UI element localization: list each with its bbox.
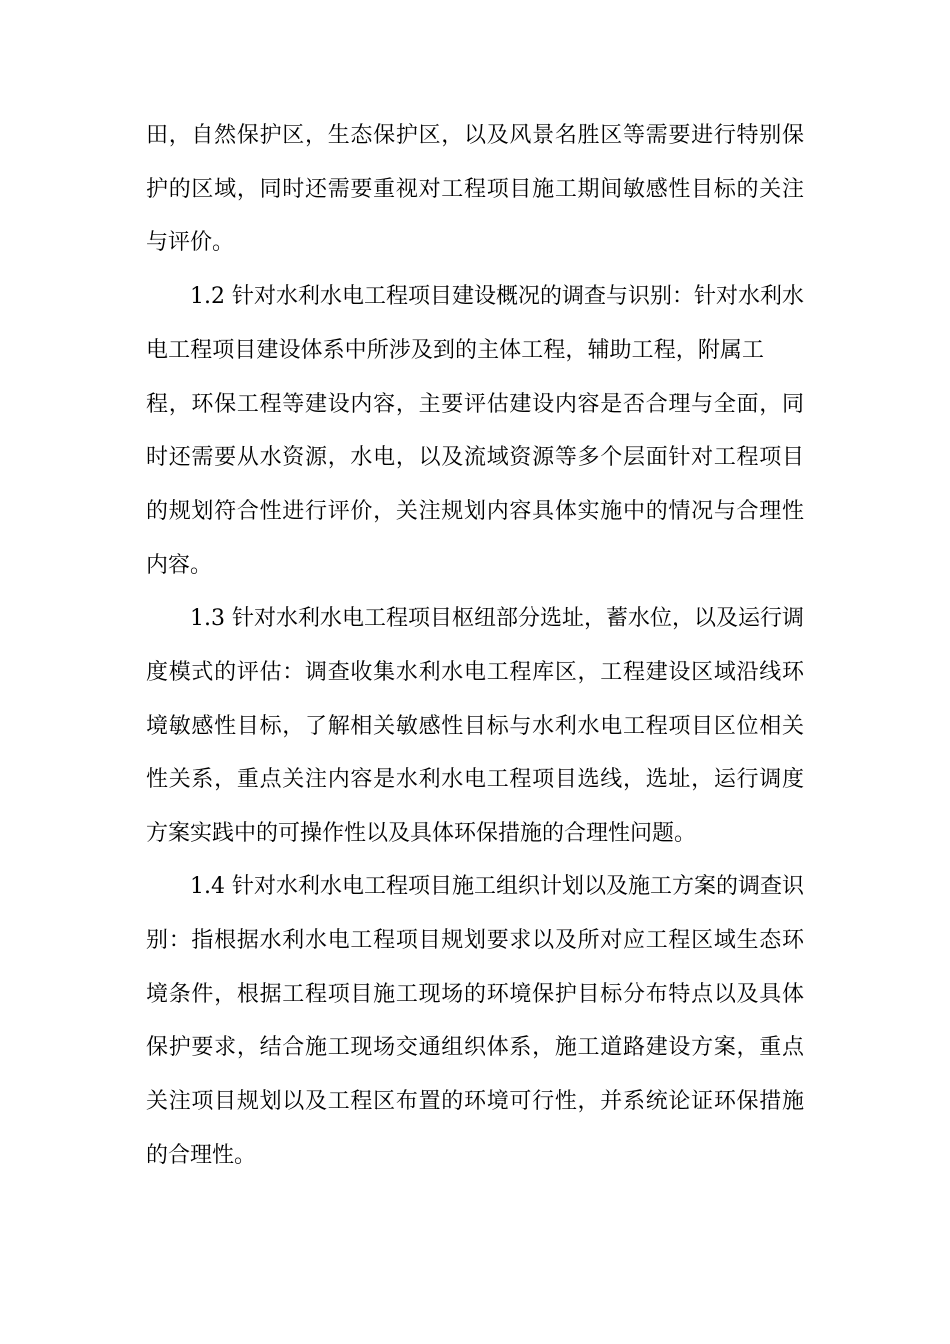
text-line: 关注项目规划以及工程区布置的环境可行性，并系统论证环保措施 (146, 1089, 805, 1114)
text-line: 的合理性。 (146, 1143, 257, 1168)
text-line: 境条件，根据工程项目施工现场的环境保护目标分布特点以及具体 (146, 982, 805, 1007)
text-line: 与评价。 (146, 230, 235, 255)
paragraph-first-line: 1.3 针对水利水电工程项目枢纽部分选址，蓄水位，以及运行调 (190, 606, 804, 631)
paragraph-first-line: 1.4 针对水利水电工程项目施工组织计划以及施工方案的调查识 (190, 874, 804, 899)
text-line: 内容。 (146, 553, 213, 578)
text-line: 性关系，重点关注内容是水利水电工程项目选线，选址，运行调度 (146, 767, 805, 792)
text-line: 护的区域，同时还需要重视对工程项目施工期间敏感性目标的关注 (146, 177, 805, 202)
paragraph-first-line: 1.2 针对水利水电工程项目建设概况的调查与识别：针对水利水 (190, 284, 804, 309)
text-line: 别：指根据水利水电工程项目规划要求以及所对应工程区域生态环 (146, 928, 805, 953)
text-line: 程，环保工程等建设内容，主要评估建设内容是否合理与全面，同 (146, 392, 805, 417)
text-line: 境敏感性目标，了解相关敏感性目标与水利水电工程项目区位相关 (146, 714, 805, 739)
text-line: 时还需要从水资源，水电，以及流域资源等多个层面针对工程项目 (146, 445, 805, 470)
text-line: 度模式的评估：调查收集水利水电工程库区，工程建设区域沿线环 (146, 660, 805, 685)
text-line: 的规划符合性进行评价，关注规划内容具体实施中的情况与合理性 (146, 499, 805, 524)
text-line: 田，自然保护区，生态保护区，以及风景名胜区等需要进行特别保 (146, 123, 805, 148)
text-line: 方案实践中的可操作性以及具体环保措施的合理性问题。 (146, 821, 697, 846)
text-line: 电工程项目建设体系中所涉及到的主体工程，辅助工程，附属工 (146, 338, 765, 363)
text-line: 保护要求，结合施工现场交通组织体系，施工道路建设方案，重点 (146, 1035, 805, 1060)
